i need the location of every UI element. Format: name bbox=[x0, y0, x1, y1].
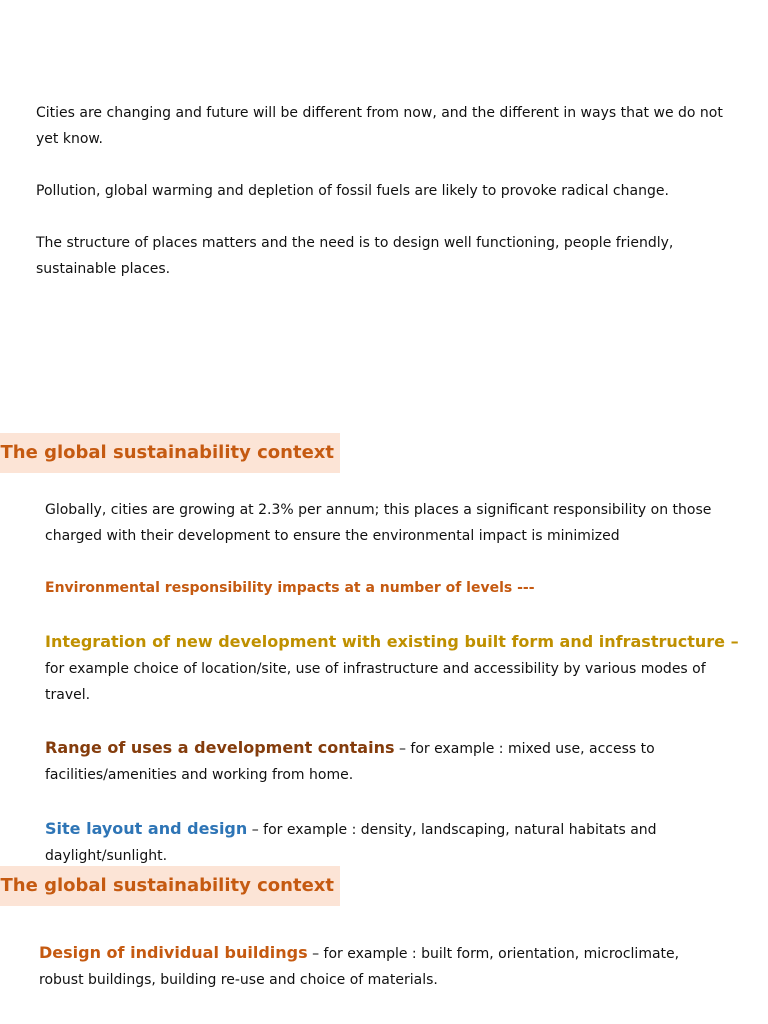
item-heading: Integration of new development with existing built form and infrastructure – bbox=[45, 632, 739, 651]
intro-paragraph-changing-cities: Cities are changing and future will be different from now, and the different in ways that we do not yet know. bbox=[36, 105, 723, 147]
item-text: – for example : mixed use, access to facilities/amenities and working from home. bbox=[45, 741, 655, 783]
section-title: The global sustainability context bbox=[0, 875, 334, 896]
item-heading: Site layout and design bbox=[45, 819, 248, 838]
intro-paragraph-pollution: Pollution, global warming and depletion of fossil fuels are likely to provoke radical change. bbox=[36, 183, 669, 199]
growth-paragraph: Globally, cities are growing at 2.3% per annum; this places a significant responsibility on those charged with their development to ensure the environmental impact is minimized bbox=[45, 502, 712, 544]
item-heading: Design of individual buildings bbox=[39, 943, 308, 962]
section-title: The global sustainability context bbox=[0, 442, 334, 463]
section-banner bbox=[0, 866, 340, 906]
list-item-range-of-uses bbox=[45, 735, 685, 788]
list-item-site-layout bbox=[45, 816, 685, 869]
item-text: – for example : density, landscaping, natural habitats and daylight/sunlight. bbox=[45, 822, 657, 864]
intro-paragraph-structure: The structure of places matters and the need is to design well functioning, people friendly, sustainable places. bbox=[36, 235, 674, 277]
section-banner bbox=[0, 433, 340, 473]
item-heading: Range of uses a development contains bbox=[45, 738, 395, 757]
item-text: for example choice of location/site, use of infrastructure and accessibility by various modes of travel. bbox=[45, 661, 706, 703]
item-text: – for example : built form, orientation, microclimate, robust buildings, building re-use and choice of materials. bbox=[39, 946, 680, 988]
list-item-individual-buildings bbox=[39, 940, 719, 993]
levels-subheading: Environmental responsibility impacts at a number of levels --- bbox=[45, 580, 535, 596]
list-item-integration bbox=[45, 629, 750, 708]
